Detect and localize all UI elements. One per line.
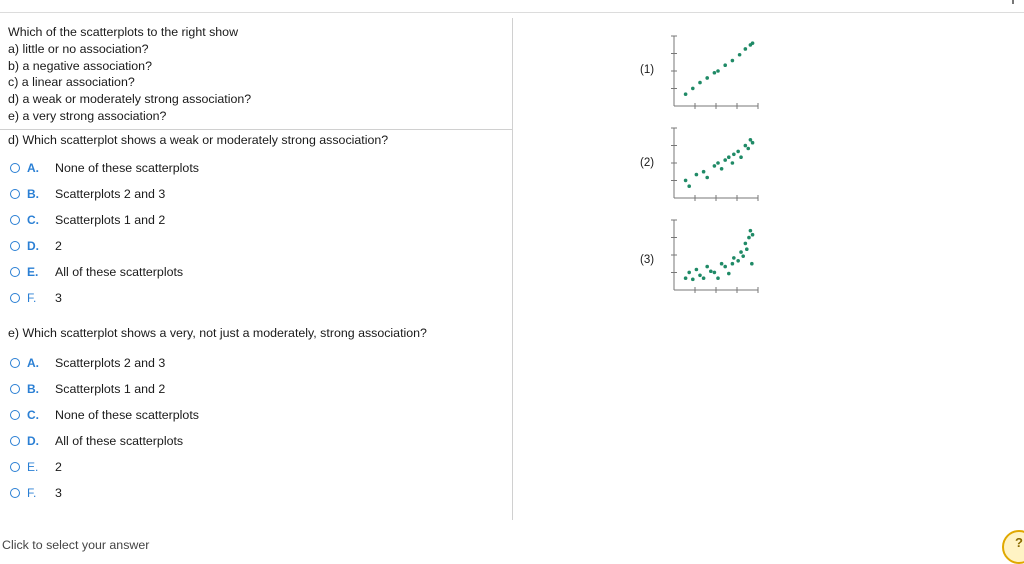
- data-point: [744, 144, 748, 148]
- part-e-options: [10, 350, 199, 506]
- part-e-option-a[interactable]: A. Scatterplots 2 and 3: [10, 350, 199, 376]
- corner-mark: [1012, 0, 1014, 4]
- data-point: [698, 81, 702, 85]
- part-e-option-c[interactable]: C. None of these scatterplots: [10, 402, 199, 428]
- data-point: [744, 242, 748, 246]
- part-e-option-b[interactable]: B. Scatterplots 1 and 2: [10, 376, 199, 402]
- data-point: [695, 173, 699, 177]
- data-point: [744, 47, 748, 51]
- data-point: [739, 250, 743, 254]
- data-point: [739, 155, 743, 159]
- data-point: [716, 161, 720, 165]
- data-point: [731, 262, 735, 266]
- part-d-option-e[interactable]: E. All of these scatterplots: [10, 259, 199, 285]
- data-point: [713, 271, 717, 275]
- part-d-option-f[interactable]: F. 3: [10, 285, 199, 311]
- data-point: [705, 265, 709, 269]
- data-point: [720, 167, 724, 171]
- data-point: [751, 233, 755, 237]
- data-point: [720, 262, 724, 266]
- data-point: [709, 269, 713, 273]
- scatterplot-3-svg: [640, 212, 770, 302]
- data-point: [687, 184, 691, 188]
- radio-button[interactable]: [10, 293, 20, 303]
- data-point: [713, 71, 717, 75]
- part-d-option-b[interactable]: B. Scatterplots 2 and 3: [10, 181, 199, 207]
- data-point: [745, 247, 749, 251]
- part-d-option-c[interactable]: C. Scatterplots 1 and 2: [10, 207, 199, 233]
- question-line: b) a negative association?: [8, 58, 152, 73]
- plot-label: (3): [640, 254, 655, 266]
- vertical-divider: [512, 18, 513, 520]
- data-point: [687, 271, 691, 275]
- data-point: [723, 265, 727, 269]
- radio-button[interactable]: [10, 215, 20, 225]
- data-point: [732, 256, 736, 260]
- radio-button[interactable]: [10, 267, 20, 277]
- data-point: [716, 69, 720, 73]
- plot-label: (2): [640, 157, 655, 169]
- data-point: [749, 229, 753, 233]
- data-point: [731, 161, 735, 165]
- data-point: [738, 53, 742, 57]
- question-line: d) a weak or moderately strong association?: [8, 92, 252, 107]
- question-divider: [0, 129, 512, 130]
- part-e-option-f[interactable]: F. 3: [10, 480, 199, 506]
- data-point: [695, 268, 699, 272]
- part-d-option-d[interactable]: D. 2: [10, 233, 199, 259]
- data-point: [713, 164, 717, 168]
- footer-hint: Click to select your answer: [2, 538, 150, 552]
- radio-button[interactable]: [10, 462, 20, 472]
- data-point: [732, 153, 736, 157]
- data-point: [684, 276, 688, 280]
- part-d-option-a[interactable]: A. None of these scatterplots: [10, 155, 199, 181]
- radio-button[interactable]: [10, 384, 20, 394]
- part-e-option-d[interactable]: D. All of these scatterplots: [10, 428, 199, 454]
- data-point: [750, 262, 754, 266]
- data-point: [684, 92, 688, 96]
- data-point: [747, 236, 751, 240]
- radio-button[interactable]: [10, 358, 20, 368]
- part-d-prompt: d) Which scatterplot shows a weak or moderately strong association?: [8, 133, 389, 147]
- data-point: [751, 141, 755, 145]
- data-point: [727, 155, 731, 159]
- data-point: [716, 276, 720, 280]
- data-point: [702, 170, 706, 174]
- data-point: [723, 158, 727, 162]
- radio-button[interactable]: [10, 436, 20, 446]
- plot-label: (1): [640, 64, 655, 76]
- radio-button[interactable]: [10, 189, 20, 199]
- data-point: [698, 274, 702, 278]
- question-line: Which of the scatterplots to the right show: [8, 25, 239, 39]
- radio-button[interactable]: [10, 163, 20, 173]
- data-point: [731, 59, 735, 63]
- data-point: [727, 272, 731, 276]
- question-line: a) little or no association?: [8, 41, 149, 56]
- data-point: [736, 150, 740, 154]
- scatterplot-2: [640, 120, 770, 210]
- help-button[interactable]: ?: [1002, 530, 1024, 564]
- question-line: c) a linear association?: [8, 75, 135, 90]
- scatterplot-3: [640, 212, 770, 302]
- data-point: [691, 87, 695, 91]
- part-e-option-e[interactable]: E. 2: [10, 454, 199, 480]
- scatterplot-1-svg: [640, 28, 770, 118]
- radio-button[interactable]: [10, 241, 20, 251]
- question-line: e) a very strong association?: [8, 108, 167, 123]
- radio-button[interactable]: [10, 488, 20, 498]
- data-point: [736, 259, 740, 263]
- scatterplot-1: [640, 28, 770, 118]
- data-point: [741, 254, 745, 258]
- data-point: [702, 276, 706, 280]
- scatterplot-2-svg: [640, 120, 770, 210]
- data-point: [723, 63, 727, 67]
- radio-button[interactable]: [10, 410, 20, 420]
- data-point: [691, 278, 695, 282]
- question-text: [8, 24, 251, 125]
- top-rule: [0, 12, 1024, 13]
- data-point: [746, 147, 750, 151]
- part-d-options: [10, 155, 199, 311]
- data-point: [749, 138, 753, 142]
- part-e-prompt: e) Which scatterplot shows a very, not just a moderately, strong association?: [8, 326, 427, 340]
- data-point: [751, 41, 755, 45]
- data-point: [705, 76, 709, 80]
- data-point: [705, 176, 709, 180]
- data-point: [684, 179, 688, 183]
